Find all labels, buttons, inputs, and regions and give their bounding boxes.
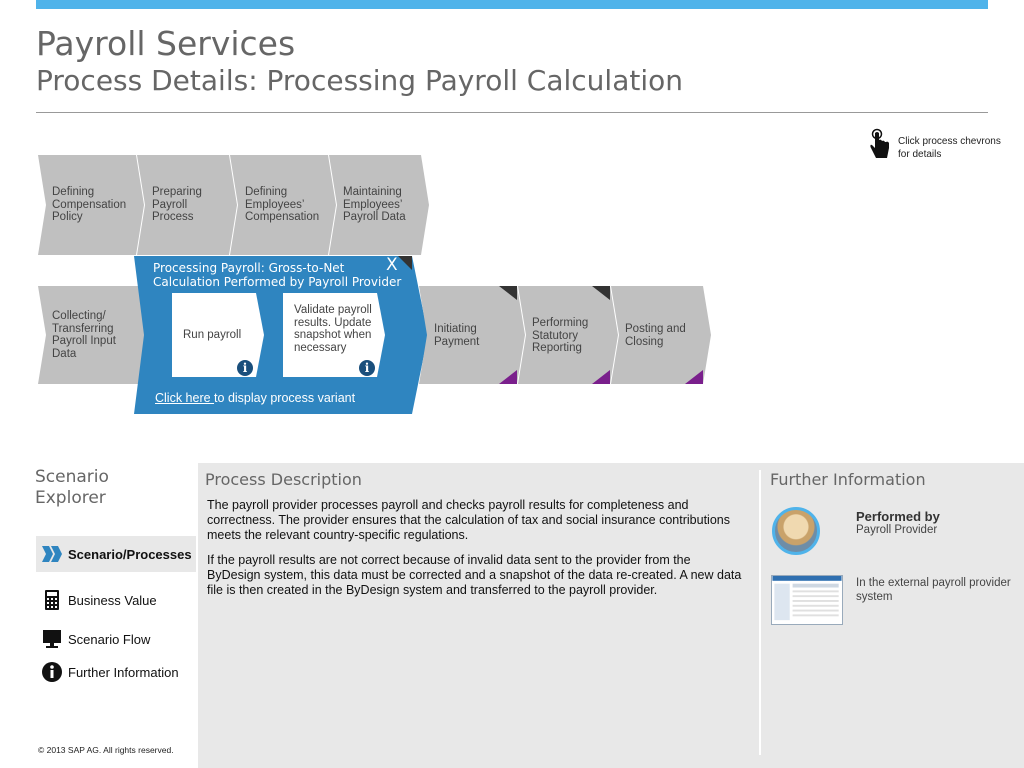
chevron-posting-and-closing[interactable] (611, 286, 711, 384)
system-screenshot-thumbnail[interactable] (771, 575, 843, 625)
description-paragraph: If the payroll results are not correct because of invalid data sent to the provider from the ByDesign system, this data must be corrected and a snapshot of the data re-created. A new data file is then created in the ByDesign system and transferred to the payroll provider. (207, 553, 742, 597)
expanded-process-title: Processing Payroll: Gross-to-Net Calculation Performed by Payroll Provider (153, 261, 402, 289)
performed-by-label: Performed by (856, 509, 940, 524)
nav-business-value[interactable] (36, 582, 196, 618)
chevron-label: Maintaining Employees’ Payroll Data (343, 186, 406, 223)
nav-label: Scenario/Processes (68, 547, 192, 562)
chevron-maintaining-employees-payroll-data[interactable] (329, 155, 429, 255)
nav-label: Further Information (68, 665, 179, 680)
step-label: Run payroll (183, 329, 242, 341)
nav-label: Business Value (68, 593, 157, 608)
chevron-performing-statutory-reporting[interactable] (518, 286, 618, 384)
panel-divider (759, 470, 761, 755)
system-description: In the external payroll provider system (856, 577, 1011, 603)
chevron-label: Defining Compensation Policy (52, 186, 127, 223)
performer-avatar (772, 507, 820, 555)
chevron-label: Collecting/ Transferring Payroll Input Data (52, 310, 116, 360)
chevron-initiating-payment[interactable] (419, 286, 525, 384)
info-icon[interactable]: i (359, 360, 375, 376)
performer-name: Payroll Provider (856, 524, 938, 536)
calculator-icon (42, 590, 62, 610)
hand-pointer-icon (868, 128, 892, 162)
chevron-label: Preparing Payroll Process (152, 186, 202, 223)
link-text[interactable]: Click here (155, 391, 215, 405)
title-divider (36, 112, 988, 113)
chevron-label: Initiating Payment (434, 323, 480, 348)
further-information-heading: Further Information (770, 470, 926, 489)
double-chevron-icon (42, 544, 62, 564)
scenario-explorer-title: Scenario Explorer (35, 467, 109, 508)
top-accent-bar (36, 0, 988, 9)
link-suffix: to display process variant (214, 391, 356, 405)
info-icon[interactable]: i (237, 360, 253, 376)
monitor-icon (42, 629, 62, 649)
close-button[interactable]: X (386, 255, 398, 275)
nav-label: Scenario Flow (68, 632, 151, 647)
nav-scenario-processes[interactable] (36, 536, 196, 572)
description-paragraph: The payroll provider processes payroll and checks payroll results for completeness and correctness. The provider ensures that the calculation of tax and social insurance contributions meets the relevant country-specific regulations. (207, 498, 730, 542)
page-subtitle: Process Details: Processing Payroll Calculation (36, 64, 683, 97)
chevron-defining-compensation-policy[interactable] (38, 155, 144, 255)
chevron-preparing-payroll-process[interactable] (137, 155, 237, 255)
process-description-heading: Process Description (205, 470, 362, 489)
page-title: Payroll Services (36, 24, 296, 63)
nav-scenario-flow[interactable] (36, 621, 196, 657)
info-icon (42, 662, 62, 682)
chevron-label: Posting and Closing (625, 323, 686, 348)
nav-further-information[interactable] (36, 654, 196, 690)
chevron-defining-employees-compensation[interactable] (230, 155, 336, 255)
process-variant-link[interactable] (155, 391, 355, 405)
copyright-text: © 2013 SAP AG. All rights reserved. (38, 745, 174, 755)
hint-text: Click process chevrons for details (898, 136, 1001, 160)
chevron-label: Performing Statutory Reporting (532, 317, 589, 354)
step-label: Validate payroll results. Update snapshot when necessary (294, 304, 372, 354)
chevron-collecting-transferring-payroll-input-data[interactable] (38, 286, 146, 384)
chevron-label: Defining Employees’ Compensation (245, 186, 320, 223)
